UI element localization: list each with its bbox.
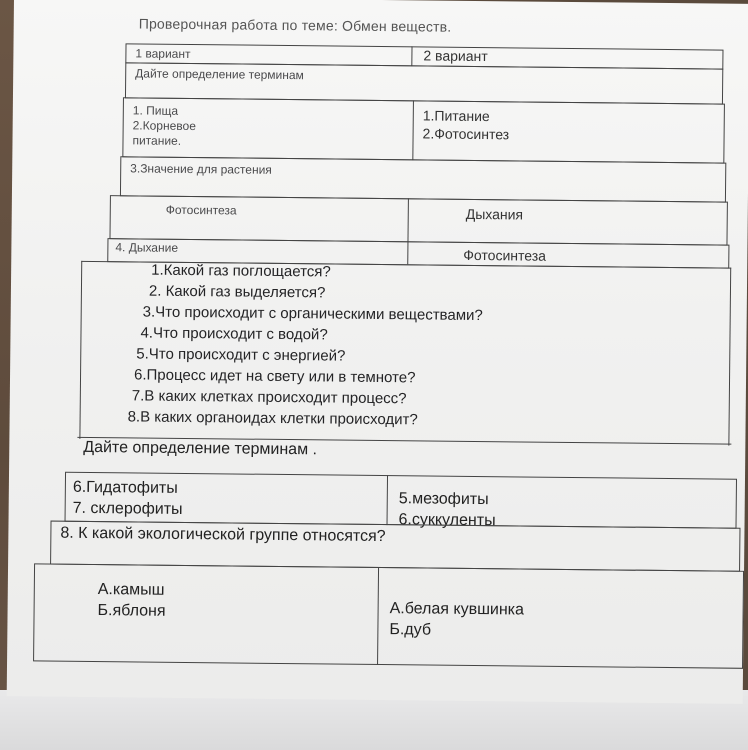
plant-item: Б.дуб [389,621,432,639]
terms-v1-list [126,101,202,151]
variant-2-label: 2 вариант [423,47,488,65]
divider [411,46,412,66]
eco-term-item: 5.мезофиты [398,490,489,509]
plant-item: А.белая кувшинка [389,600,525,619]
eco-term-item: 6.суккуленты [398,511,496,530]
define-terms-heading: Дайте определение терминам [135,66,304,83]
eco-term-item: 7. склерофиты [72,499,183,518]
worksheet-paper [7,0,748,704]
term-item: 2.Корневое [132,118,196,134]
terms-v2-list [416,104,515,145]
plant-item: Б.яблоня [97,602,166,620]
question-item: 4.Что происходит с водой? [140,324,328,344]
term-item: 1.Питание [422,107,490,125]
plant-item: А.камыш [97,581,165,599]
worksheet-title: Проверочная работа по теме: Обмен веществ. [138,15,452,35]
plants-v2-list [383,596,530,644]
eco-terms-v1-list [67,475,189,522]
question-item: 5.Что происходит с энергией? [136,345,346,365]
respiration-label: 4. Дыхание [115,240,179,255]
questions-list [127,260,484,431]
question-item: 1.Какой газ поглощается? [151,261,331,281]
eco-question: 8. К какой экологической группе относятся? [60,524,386,546]
question-item: 8.В каких органоидах клетки происходит? [127,408,418,429]
photosynthesis-header: Фотосинтеза [165,202,237,218]
term-item: питание. [132,133,182,148]
question-item: 6.Процесс идет на свету или в темноте? [133,366,416,387]
term-item: 2.Фотосинтез [422,125,510,143]
respiration-header: Дыхания [465,205,524,223]
eco-term-item: 6.Гидатофиты [72,478,178,497]
significance-heading: 3.Значение для растения [130,161,272,177]
term-item: 1. Пища [132,103,179,118]
photosynthesis-label: Фотосинтеза [463,246,547,264]
question-item: 2. Какой газ выделяется? [148,282,326,302]
question-item: 7.В каких клетках происходит процесс? [131,387,407,408]
variant-1-label: 1 вариант [135,46,191,61]
question-item: 3.Что происходит с органическими веществами? [142,303,483,325]
define-terms-heading-2: Дайте определение терминам . [83,438,318,459]
plants-v1-list [91,577,171,624]
